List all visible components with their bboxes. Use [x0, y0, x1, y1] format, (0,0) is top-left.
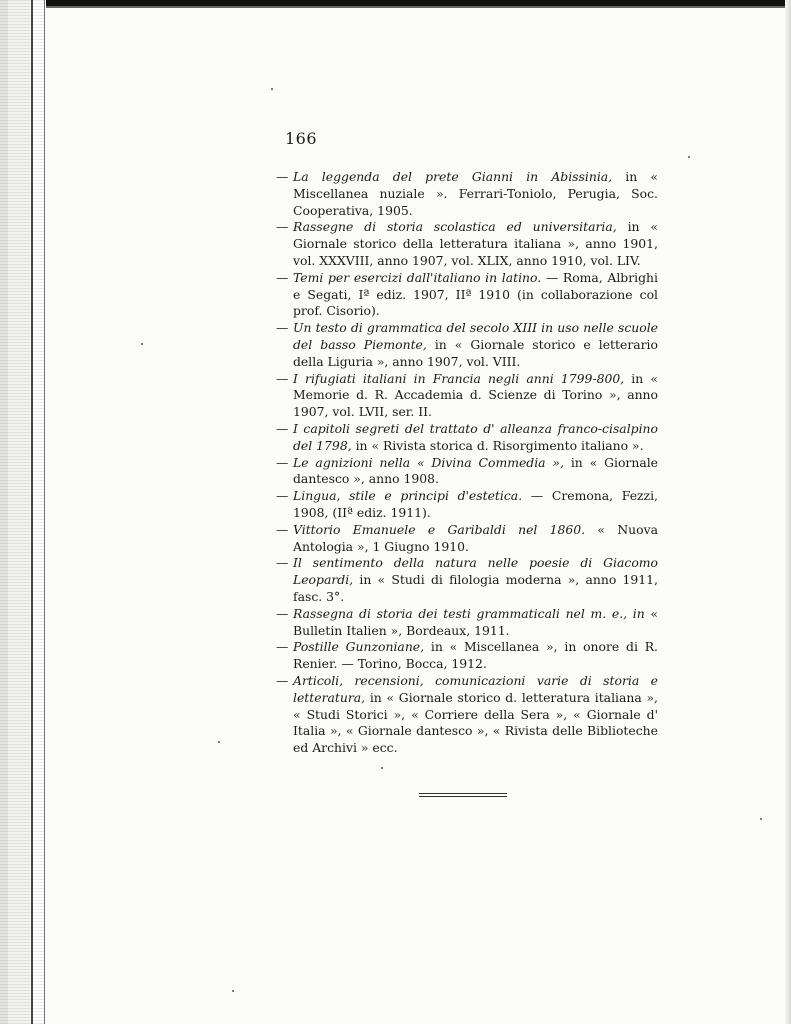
entry-details: in « Rivista storica d. Risorgimento italiano ».: [351, 437, 644, 453]
entry-title: Il sentimento della natura nelle poesie di Giacomo Leopardi,: [293, 555, 658, 588]
entry-title: Rassegna di storia dei testi grammaticali nel m. e., in: [293, 605, 645, 621]
entry-title: Rassegne di storia scolastica ed universitaria,: [293, 219, 617, 235]
entry-title: Lingua, stile e principi d'estetica.: [293, 488, 523, 504]
scan-speck: [141, 343, 143, 345]
entry-details: — Cremona, Fezzi, 1908, (IIª ediz. 1911).: [293, 488, 658, 520]
entry-title: Postille Gunzoniane,: [293, 639, 425, 655]
entry-details: in « Miscellanea », in onore di R. Renier. — Torino, Bocca, 1912.: [293, 639, 658, 672]
entry-title: Vittorio Emanuele e Garibaldi nel 1860.: [293, 521, 586, 537]
binding-margin: [0, 0, 46, 1024]
entry-title: La leggenda del prete Gianni in Abissinia,: [293, 169, 613, 184]
entry-dash: —: [276, 488, 289, 504]
end-separator-rule: [419, 793, 507, 799]
scan-speck: [271, 88, 273, 90]
bibliography-entry: [276, 606, 658, 640]
entry-details: in « Memorie d. R. Accademia d. Scienze di Torino », anno 1907, vol. LVII, ser. II.: [293, 370, 658, 420]
entry-title: I capitoli segreti del trattato d' alleanza franco-cisalpino del 1798,: [293, 420, 658, 453]
bibliography-entry: [276, 421, 658, 455]
scan-speck: [232, 990, 234, 992]
bibliography-entry: [276, 455, 658, 489]
scan-speck: [218, 741, 220, 743]
bibliography-list: [276, 169, 658, 757]
entry-dash: —: [276, 521, 289, 537]
entry-title: Articoli, recensioni, comunicazioni varie di storia e letteratura,: [293, 672, 658, 705]
entry-details: in « Giornale storico della letteratura italiana », anno 1901, vol. XXXVIII, anno 1907, vol. XLIX, anno 1910, vol. LIV.: [293, 219, 658, 268]
page-top-edge: [0, 0, 791, 9]
entry-details: in « Giornale storico d. letteratura italiana », « Studi Storici », « Corriere della Sera », « Giornale d' Italia », « Giornale dantesco », « Rivista delle Biblioteche ed Archivi » ecc.: [293, 689, 658, 756]
entry-dash: —: [276, 320, 289, 336]
bibliography-entry: [276, 639, 658, 673]
entry-dash: —: [276, 169, 289, 184]
entry-title: Temi per esercizi dall'italiano in latino.: [293, 269, 542, 285]
entry-dash: —: [276, 605, 289, 621]
entry-dash: —: [276, 219, 289, 235]
entry-details: « Nuova Antologia », 1 Giugno 1910.: [293, 521, 658, 554]
entry-details: in « Giornale storico e letterario della Liguria », anno 1907, vol. VIII.: [293, 336, 658, 369]
entry-dash: —: [276, 454, 289, 470]
bibliography-entry: [276, 522, 658, 556]
bibliography-entry: [276, 270, 658, 320]
entry-dash: —: [276, 269, 289, 285]
entry-dash: —: [276, 555, 289, 571]
entry-details: in « Studi di filologia moderna », anno 1911, fasc. 3°.: [293, 572, 658, 604]
entry-dash: —: [276, 639, 289, 655]
bibliography-entry: [276, 169, 658, 219]
entry-details: in « Miscellanea nuziale ». Ferrari-Toniolo, Perugia, Soc. Cooperativa, 1905.: [293, 169, 659, 218]
entry-dash: —: [276, 370, 289, 386]
entry-dash: —: [276, 420, 289, 436]
bibliography-entry: [276, 555, 658, 605]
binding-line: [31, 0, 33, 1024]
entry-dash: —: [276, 672, 289, 688]
entry-details: in « Giornale dantesco », anno 1908.: [293, 454, 658, 487]
separator-line: [419, 796, 507, 797]
bibliography-entry: [276, 219, 658, 269]
bibliography-entry: [276, 371, 658, 421]
separator-line: [419, 793, 507, 794]
entry-details: — Roma, Albrighi e Segati, Iª ediz. 1907, IIª 1910 (in collaborazione col prof. Cisorio).: [293, 269, 658, 319]
bibliography-entry: [276, 673, 658, 757]
entry-title: I rifugiati italiani in Francia negli anni 1799-800,: [293, 370, 625, 386]
entry-title: Un testo di grammatica del secolo XIII in uso nelle scuole del basso Piemonte,: [293, 320, 658, 352]
bibliography-entry: [276, 320, 658, 370]
binding-line-inner: [44, 0, 45, 1024]
scan-speck: [760, 818, 762, 820]
bibliography-entry: [276, 488, 658, 522]
entry-details: « Bulletin Italien », Bordeaux, 1911.: [293, 605, 658, 638]
page-right-edge: [785, 0, 791, 1024]
page-number: 166: [285, 129, 318, 148]
entry-title: Le agnizioni nella « Divina Commedia »,: [293, 454, 564, 470]
scan-speck: [381, 767, 383, 769]
scan-speck: [688, 156, 690, 158]
